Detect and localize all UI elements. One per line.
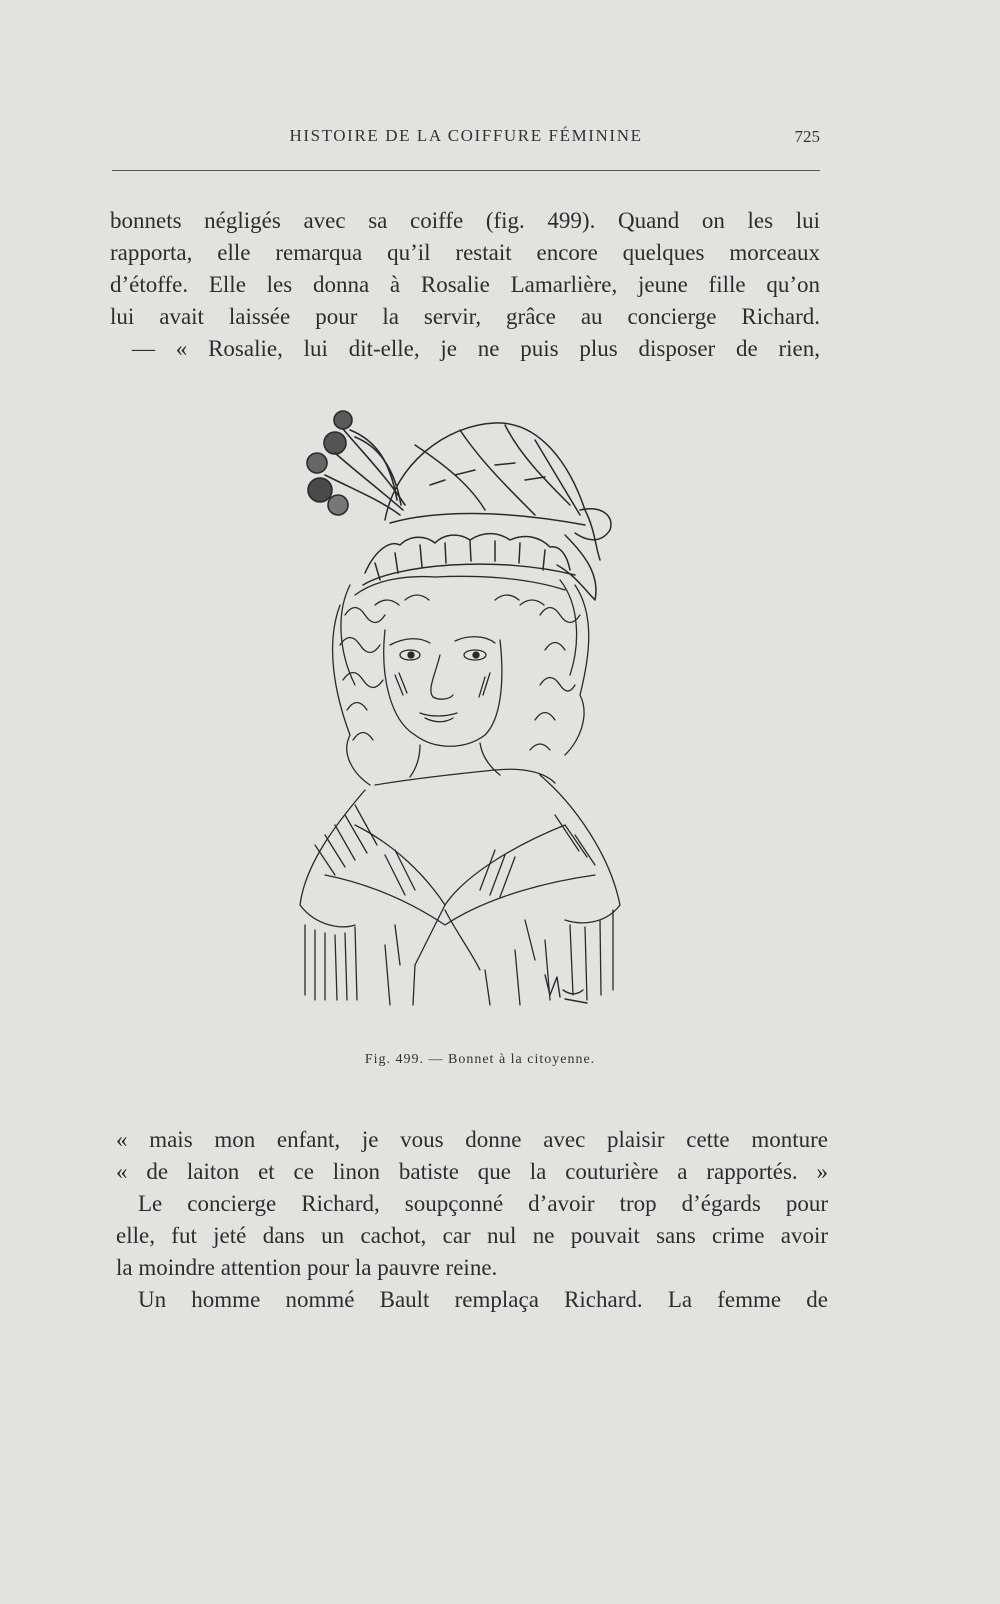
artist-signature [545,975,587,1003]
text-line: — « Rosalie, lui dit-elle, je ne puis plus disposer de rien, [132,336,820,361]
running-header [112,126,820,154]
figure-caption [250,1052,710,1068]
face [384,630,502,746]
text-line: elle, fut jeté dans un cachot, car nul ne pouvait sans crime avoir [116,1223,828,1248]
caption-dash: — [428,1052,444,1067]
text-line: bonnets négligés avec sa coiffe (fig. 499). Quand on les lui [110,208,820,233]
fichu-shawl [300,743,620,1005]
text-line: « de laiton et ce linon batiste que la couturière a rapportés. » [116,1159,828,1184]
paragraph-top [110,205,820,365]
text-line: la moindre attention pour la pauvre reine. [116,1255,498,1280]
page-number: 725 [794,127,820,146]
text-line: d’étoffe. Elle les donna à Rosalie Lamarlière, jeune fille qu’on [110,272,820,297]
text-line: Le concierge Richard, soupçonné d’avoir trop d’égards pour [138,1191,828,1216]
header-rule [112,170,820,171]
header-title: HISTOIRE DE LA COIFFURE FÉMININE [289,126,643,145]
bonnet-cap [363,423,611,600]
paragraph-bottom [116,1124,828,1316]
text-line: lui avait laissée pour la servir, grâce au concierge Richard. [110,304,820,329]
caption-text: Bonnet à la citoyenne. [448,1052,596,1067]
engraving-illustration [295,405,635,1025]
figure-label: Fig. 499. [364,1052,424,1067]
hair [333,576,589,785]
text-line: Un homme nommé Bault remplaça Richard. La femme de [138,1287,828,1312]
text-line: « mais mon enfant, je vous donne avec plaisir cette monture [116,1127,828,1152]
text-line: rapporta, elle remarqua qu’il restait encore quelques morceaux [110,240,820,265]
